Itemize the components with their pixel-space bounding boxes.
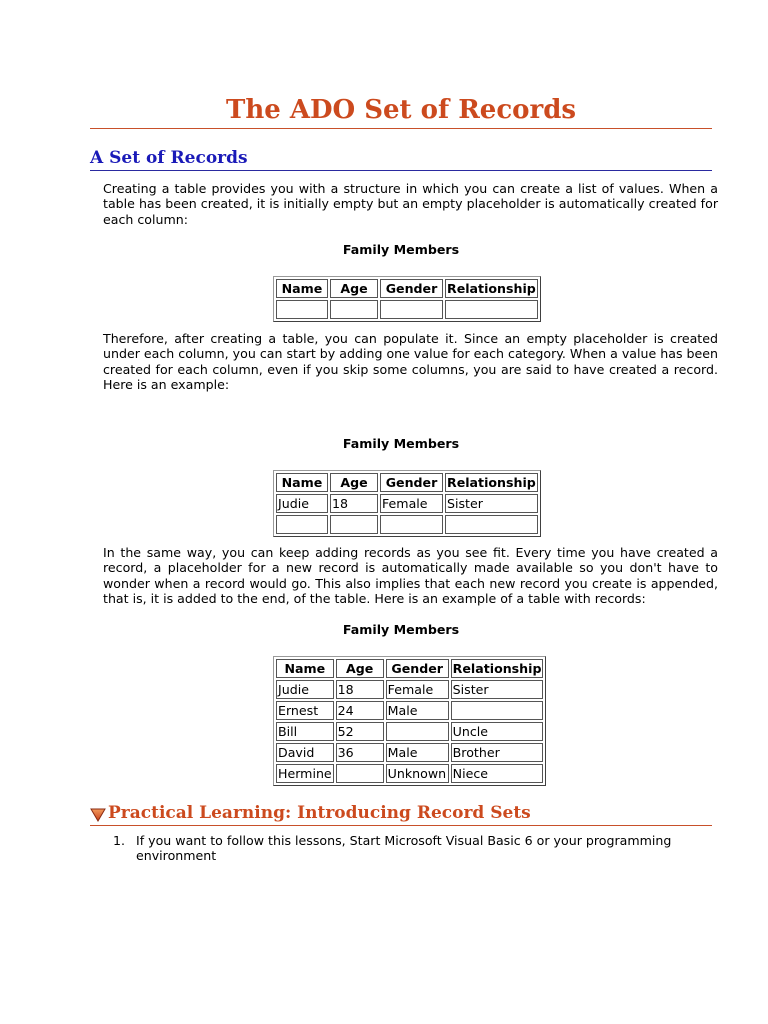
table-cell: 52 — [336, 722, 384, 741]
table-caption-2: Family Members — [342, 436, 460, 451]
table-cell: 36 — [336, 743, 384, 762]
table-row — [276, 743, 543, 762]
column-header-gender: Gender — [380, 473, 443, 492]
table-cell — [276, 515, 328, 534]
orange-down-triangle-icon — [90, 806, 106, 820]
table-cell — [445, 300, 538, 319]
table-cell — [451, 701, 544, 720]
table-cell — [336, 764, 384, 783]
column-header-relationship: Relationship — [447, 475, 536, 490]
table-cell: Brother — [451, 743, 544, 762]
table-cell — [330, 300, 378, 319]
table-cell — [330, 515, 378, 534]
table-cell — [445, 515, 538, 534]
page-title: The ADO Set of Records — [225, 95, 577, 125]
table-cell: Sister — [451, 680, 544, 699]
column-header-relationship: Relationship — [447, 281, 536, 296]
table-cell — [380, 515, 443, 534]
table-cell: 24 — [336, 701, 384, 720]
table-header-row — [276, 659, 543, 678]
table-cell: Niece — [451, 764, 544, 783]
section-heading: A Set of Records — [90, 148, 248, 168]
title-divider — [90, 128, 712, 129]
table-cell: Male — [386, 743, 449, 762]
family-members-table-records — [273, 656, 546, 786]
table-cell — [386, 722, 449, 741]
table-cell: Female — [386, 680, 449, 699]
practical-learning-divider — [90, 825, 712, 826]
table-cell — [380, 300, 443, 319]
table-row — [276, 722, 543, 741]
column-header-gender: Gender — [386, 659, 449, 678]
table-row — [276, 764, 543, 783]
column-header-name: Name — [276, 659, 334, 678]
table-row-placeholder — [276, 515, 538, 534]
table-cell: Sister — [445, 494, 538, 513]
table-row — [276, 701, 543, 720]
table-cell: Male — [386, 701, 449, 720]
step-text: If you want to follow this lessons, Start Microsoft Visual Basic 6 or your programming environment — [136, 833, 672, 864]
practical-learning-heading — [90, 802, 531, 824]
table-row — [276, 494, 538, 513]
step-number: 1. — [113, 833, 126, 848]
appending-paragraph: In the same way, you can keep adding records as you see fit. Every time you have created a record, a placeholder for a new record is automatically made available so you don't have to wonder when a record would go. This also implies that each new record you create is appended, that is, it is added to the end, of the table. Here is an example of a table with records: — [103, 545, 718, 607]
column-header-gender: Gender — [380, 279, 443, 298]
table-cell: Unknown — [386, 764, 449, 783]
table-caption-1: Family Members — [342, 242, 460, 257]
table-cell: Judie — [276, 680, 334, 699]
column-header-age: Age — [330, 473, 378, 492]
table-cell — [276, 300, 328, 319]
table-cell: Judie — [276, 494, 328, 513]
section-divider — [90, 170, 712, 171]
table-header-row — [276, 473, 538, 492]
table-cell: Bill — [276, 722, 334, 741]
table-cell: Female — [380, 494, 443, 513]
intro-paragraph: Creating a table provides you with a structure in which you can create a list of values. When a table has been created, it is initially empty but an empty placeholder is automatically created for each column: — [103, 181, 718, 227]
practical-learning-steps — [113, 833, 703, 864]
table-cell: Hermine — [278, 766, 332, 781]
populate-paragraph: Therefore, after creating a table, you can populate it. Since an empty placeholder is created under each column, you can start by adding one value for each category. When a value has been created for each column, even if you skip some columns, you are said to have created a record. Here is an example: — [103, 331, 718, 393]
family-members-table-empty — [273, 276, 541, 322]
table-cell: 18 — [336, 680, 384, 699]
table-caption-3: Family Members — [342, 622, 460, 637]
table-cell: Uncle — [451, 722, 544, 741]
column-header-name: Name — [276, 473, 328, 492]
column-header-name: Name — [276, 279, 328, 298]
column-header-relationship: Relationship — [452, 661, 542, 676]
table-row — [276, 680, 543, 699]
column-header-age: Age — [336, 659, 384, 678]
table-cell: 18 — [330, 494, 378, 513]
practical-learning-title: Practical Learning: Introducing Record Sets — [108, 803, 531, 823]
table-cell: Ernest — [276, 701, 334, 720]
table-cell: David — [276, 743, 334, 762]
column-header-age: Age — [330, 279, 378, 298]
family-members-table-one-record — [273, 470, 541, 537]
table-header-row — [276, 279, 538, 298]
table-row-placeholder — [276, 300, 538, 319]
list-item — [113, 833, 703, 864]
